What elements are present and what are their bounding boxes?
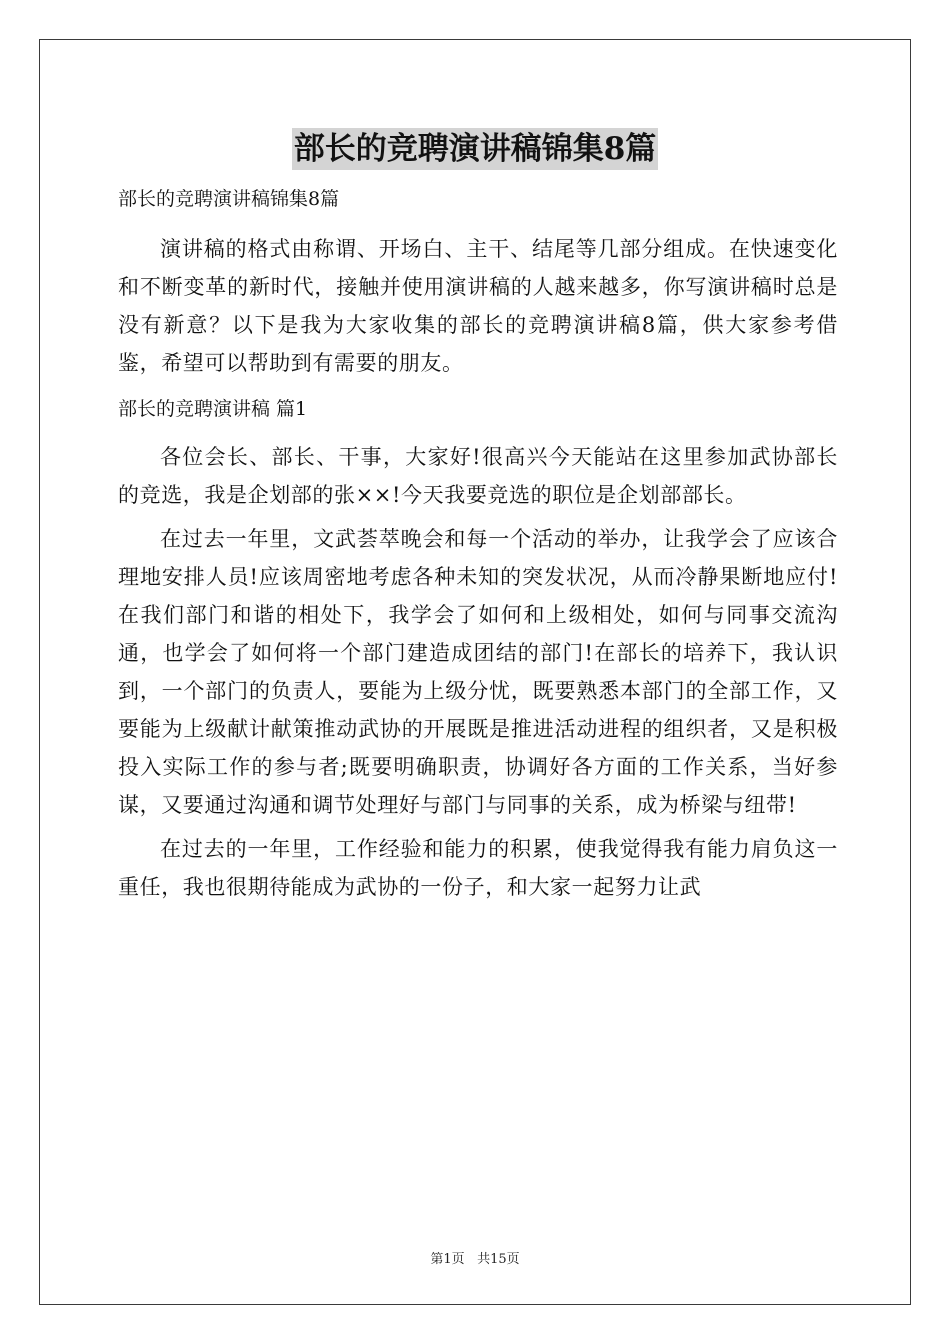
body-paragraph-2: 在过去一年里，文武荟萃晚会和每一个活动的举办，让我学会了应该合理地安排人员!应该周密地考虑各种未知的突发状况，从而冷静果断地应付!在我们部门和谐的相处下，我学会了如何和上级相处，如何与同事交流沟通，也学会了如何将一个部门建造成团结的部门!在部长的培养下，我认识到，一个部门的负责人，要能为上级分忧，既要熟悉本部门的全部工作，又要能为上级献计献策推动武协的开展既是推进活动进程的组织者，又是积极投入实际工作的参与者;既要明确职责，协调好各方面的工作关系，当好参谋，又要通过沟通和调节处理好与部门与同事的关系，成为桥梁与纽带! [118,527,838,817]
body-paragraph-3: 在过去的一年里，工作经验和能力的积累，使我觉得我有能力肩负这一重任，我也很期待能成为武协的一份子，和大家一起努力让武 [118,837,838,899]
title-container [0,128,950,170]
page-total: 共15页 [477,1252,520,1267]
body-paragraph-1: 各位会长、部长、干事，大家好!很高兴今天能站在这里参加武协部长的竞选，我是企划部的张××!今天我要竞选的职位是企划部部长。 [118,445,838,507]
intro-paragraph: 演讲稿的格式由称谓、开场白、主干、结尾等几部分组成。在快速变化和不断变革的新时代，接触并使用演讲稿的人越来越多，你写演讲稿时总是没有新意？以下是我为大家收集的部长的竞聘演讲稿8篇，供大家参考借鉴，希望可以帮助到有需要的朋友。 [118,237,838,375]
document-subtitle: 部长的竞聘演讲稿锦集8篇 [118,188,340,210]
document-title: 部长的竞聘演讲稿锦集8篇 [292,128,659,170]
page-number: 第1页 [430,1252,465,1267]
document-body [118,178,838,906]
section-heading: 部长的竞聘演讲稿 篇1 [118,398,308,420]
page-footer [0,1248,950,1267]
